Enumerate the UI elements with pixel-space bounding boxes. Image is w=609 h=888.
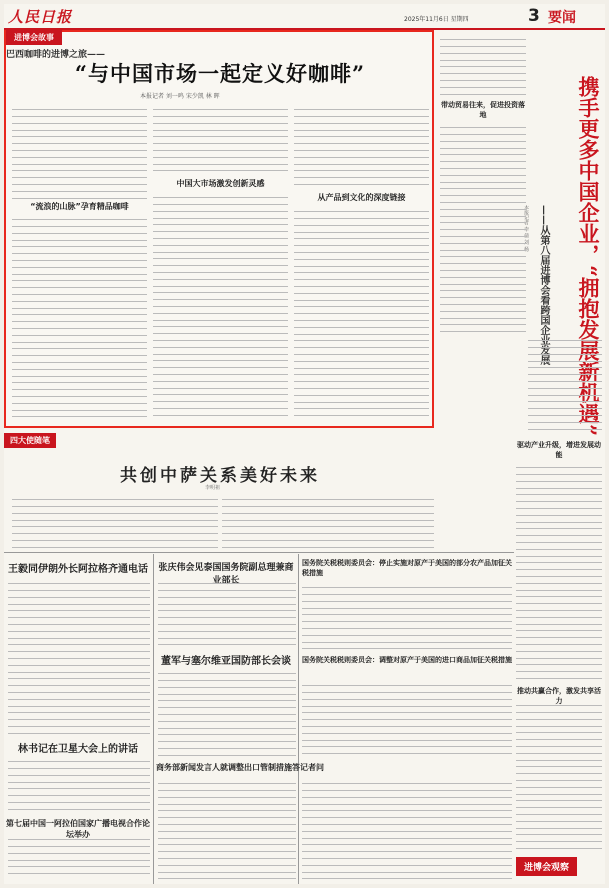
right-feature-subhead: ——从第八届进博会看跨国企业发展: [538, 205, 549, 365]
news-headline-3: 国务院关税税则委员会：停止实施对原产于美国的部分农产品加征关税措施: [302, 559, 512, 577]
feature-section-head-1: “流浪的山脉”孕育精品咖啡: [30, 202, 129, 211]
col-divider-1: [153, 554, 154, 884]
news-headline-8: 第七届中国一阿拉伯国家广播电视合作论坛举办: [6, 818, 150, 839]
feature-section-head-3: 从产品到文化的深度链接: [317, 193, 406, 202]
masthead: [4, 4, 605, 30]
col-divider-2: [298, 554, 299, 884]
lower-headline: 共创中萨关系美好未来: [120, 466, 320, 486]
feature-section-head-2: 中国大市场激发创新灵感: [176, 179, 265, 188]
callout-badge: 进博会观察: [516, 857, 577, 876]
right-feature-headline: 携手更多中国企业，“拥抱发展新机遇”: [576, 76, 601, 437]
feature-byline: 本报记者 刘一鸣 宋少凯 林 晖: [140, 93, 220, 100]
feature-tag: 进博会故事: [6, 30, 62, 45]
news-text-2: [158, 578, 296, 648]
issue-date: 2025年11月6日 星期四: [404, 16, 469, 23]
news-text-6: [158, 778, 296, 882]
news-text-7: [8, 756, 150, 812]
feature-headline: “与中国市场一起定义好咖啡”: [74, 61, 366, 86]
newspaper-logo: 人民日报: [8, 8, 73, 26]
right-section-head-1: 带动贸易往来，促进投资落地: [441, 101, 525, 119]
news-headline-7: 林书记在卫星大会上的讲话: [18, 744, 138, 755]
right-text-3: [528, 335, 602, 435]
feature-text-col2b: [153, 192, 288, 424]
feature-text-col1: [12, 104, 147, 200]
news-text-6b: [302, 778, 512, 882]
lower-text-2: [222, 494, 434, 550]
news-text-5: [158, 668, 296, 760]
right-text-4: [516, 462, 602, 682]
news-headline-6: 商务部新闻发言人就调整出口管制措施答记者问: [156, 762, 324, 772]
feature-text-col1b: [12, 214, 147, 424]
news-text-8: [8, 834, 150, 882]
news-text-4: [302, 680, 512, 760]
lower-byline: 李明祖: [205, 485, 221, 491]
right-text-2: [440, 122, 526, 332]
news-text-3: [302, 582, 512, 652]
feature-text-col3b: [294, 206, 429, 424]
divider: [4, 552, 514, 553]
right-text-1: [440, 34, 526, 98]
right-section-head-3: 推动共赢合作，激发共享活力: [517, 687, 601, 705]
feature-kicker: 巴西咖啡的进博之旅——: [6, 50, 106, 60]
news-headline-4: 国务院关税税则委员会：调整对原产于美国的进口商品加征关税措施: [302, 656, 512, 664]
right-text-5: [516, 700, 602, 852]
news-headline-5: 董军与塞尔维亚国防部长会谈: [161, 656, 291, 667]
news-text-1: [8, 578, 150, 734]
page-number: 3: [528, 6, 540, 26]
feature-text-col3: [294, 104, 429, 188]
lower-text-1: [12, 494, 218, 550]
news-headline-1: 王毅同伊朗外长阿拉格齐通电话: [8, 564, 148, 575]
news-headline-2: 张庆伟会见泰国国务院副总理兼商业部长: [158, 563, 294, 586]
lower-tag: 四大使随笔: [4, 433, 56, 448]
right-feature-byline: 本报记者 李 倩 刘 杨: [523, 205, 529, 252]
right-section-head-2: 驱动产业升级，增进发展动能: [517, 441, 601, 459]
page-section: 要闻: [548, 10, 576, 26]
feature-text-col2: [153, 104, 288, 174]
